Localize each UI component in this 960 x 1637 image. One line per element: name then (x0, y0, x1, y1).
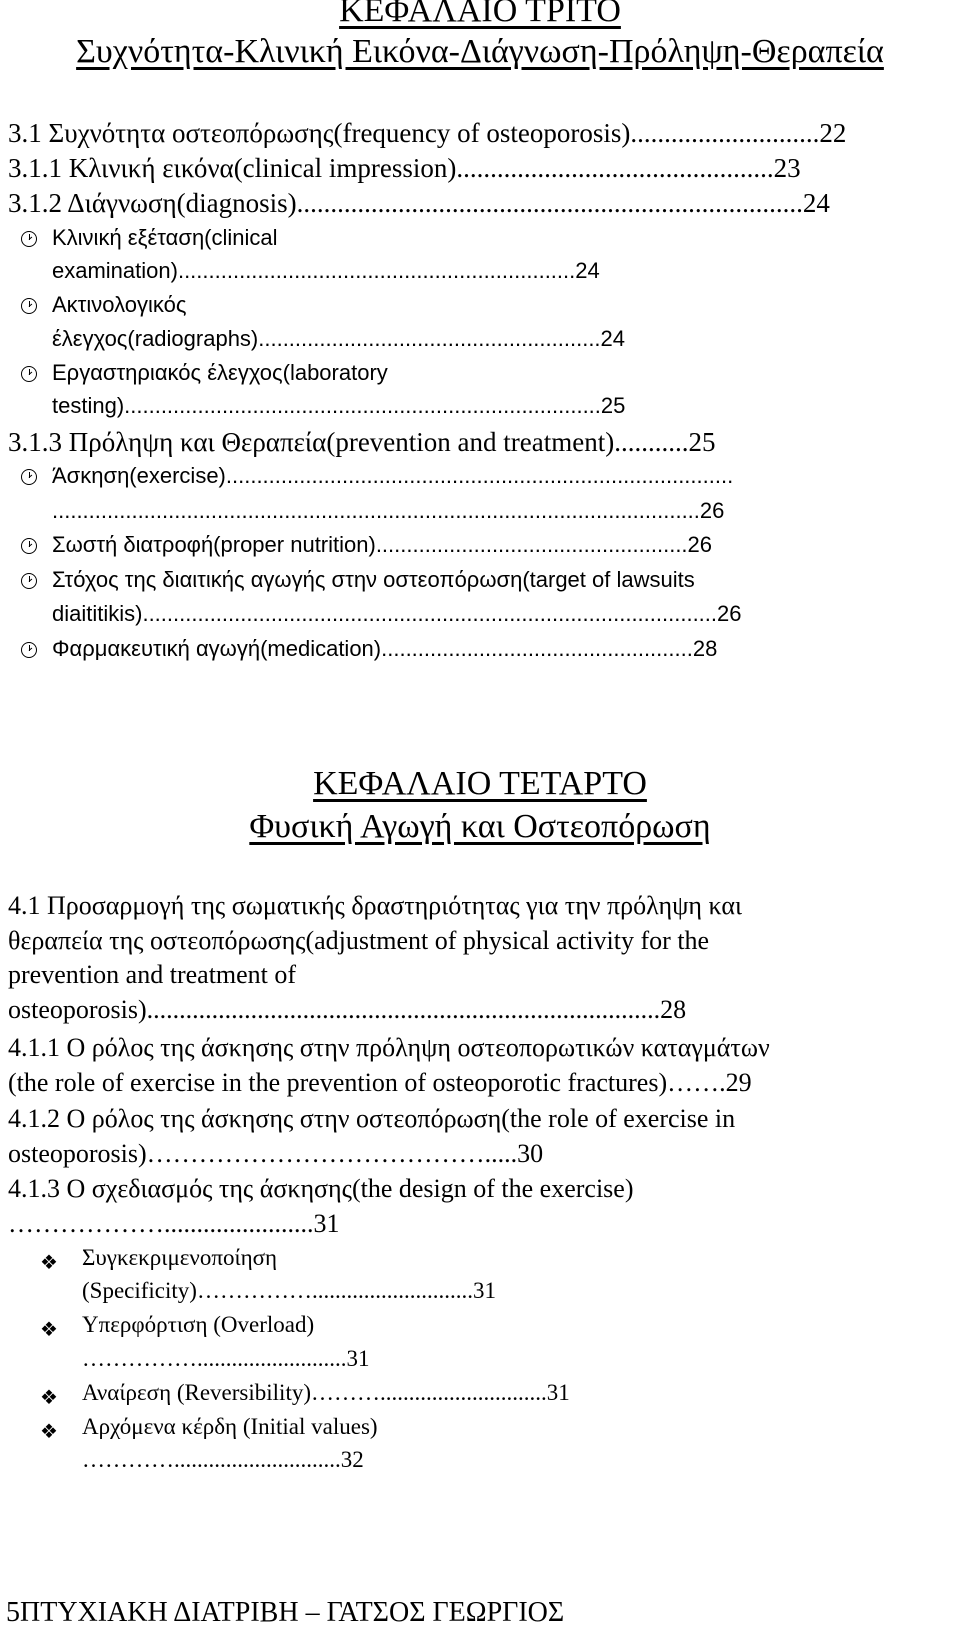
toc-entry: Στόχος της διαιτικής αγωγής στην οστεοπόρωση(target of lawsuits (52, 567, 695, 592)
toc-entry: prevention and treatment of (8, 960, 297, 989)
toc-entry: έλεγχος(radiographs)........................................................24 (52, 326, 626, 351)
chapter4-subtitle: Φυσική Αγωγή και Οστεοπόρωση (249, 808, 711, 845)
chapter4-title: ΚΕΦΑΛΑΙΟ ΤΕΤΑΡΤΟ (313, 765, 647, 802)
toc-entry: Αναίρεση (Reversibility)……….............................31 (82, 1380, 570, 1405)
toc-entry: Κλινική εξέταση(clinical (52, 225, 278, 250)
toc-entry: osteoporosis)………………………………….....30 (8, 1139, 544, 1168)
toc-entry: θεραπεία της οστεοπόρωσης(adjustment of physical activity for the (8, 926, 710, 955)
toc-entry: examination).................................................................24 (52, 258, 600, 283)
toc-entry: 3.1 Συχνότητα οστεοπόρωσης(frequency of osteoporosis)............................22 (8, 118, 847, 148)
toc-entry: 4.1.3 Ο σχεδιασμός της άσκησης(the design of the exercise) (8, 1174, 634, 1203)
toc-entry: (Specificity)……………............................31 (82, 1278, 496, 1303)
clock-bullet-icon (21, 231, 37, 247)
toc-entry: ……………..........................31 (82, 1346, 370, 1371)
clock-bullet-icon (21, 538, 37, 554)
toc-entry: ……………….......................31 (8, 1209, 340, 1238)
toc-entry: Αρχόμενα κέρδη (Initial values) (82, 1414, 378, 1439)
toc-entry: Υπερφόρτιση (Overload) (82, 1312, 315, 1337)
toc-entry: 4.1.1 Ο ρόλος της άσκησης στην πρόληψη οστεοπορωτικών καταγμάτων (8, 1033, 770, 1062)
toc-entry: 3.1.3 Πρόληψη και Θεραπεία(prevention and treatment)...........25 (8, 427, 716, 457)
clock-bullet-icon (21, 298, 37, 314)
chapter3-subtitle: Συχνότητα-Κλινική Εικόνα-Διάγνωση-Πρόληψη-Θεραπεία (76, 33, 884, 70)
clock-bullet-icon (21, 642, 37, 658)
toc-entry: Εργαστηριακός έλεγχος(laboratory (52, 360, 388, 385)
diamond-bullet-icon: ❖ (40, 1419, 58, 1443)
diamond-bullet-icon: ❖ (40, 1385, 58, 1409)
toc-entry: Συγκεκριμενοποίηση (82, 1245, 278, 1270)
page-number: 5 (6, 1597, 20, 1628)
toc-entry: osteoporosis)...............................................................................28 (8, 995, 687, 1024)
toc-entry: 3.1.1 Κλινική εικόνα(clinical impression)...............................................23 (8, 153, 801, 183)
toc-entry: Σωστή διατροφή(proper nutrition)...................................................26 (52, 532, 713, 557)
toc-entry: Άσκηση(exercise)................................................................................... (52, 463, 734, 488)
toc-entry: ………….............................32 (82, 1447, 364, 1472)
diamond-bullet-icon: ❖ (40, 1317, 58, 1341)
footer-text: ΠΤΥΧΙΑΚΗ ΔΙΑΤΡΙΒΗ – ΓΑΤΣΟΣ ΓΕΩΡΓΙΟΣ (20, 1597, 565, 1628)
toc-entry: 3.1.2 Διάγνωση(diagnosis)...........................................................................24 (8, 188, 830, 218)
diamond-bullet-icon: ❖ (40, 1250, 58, 1274)
toc-entry: (the role of exercise in the prevention of osteoporotic fractures)…….29 (8, 1068, 752, 1097)
toc-entry: ..........................................................................................................26 (52, 498, 725, 523)
toc-entry: 4.1 Προσαρμογή της σωματικής δραστηριότητας για την πρόληψη και (8, 891, 742, 920)
clock-bullet-icon (21, 366, 37, 382)
chapter3-title: ΚΕΦΑΛΑΙΟ ΤΡΙΤΟ (339, 0, 621, 29)
toc-entry: Φαρμακευτική αγωγή(medication)...................................................28 (52, 636, 718, 661)
clock-bullet-icon (21, 573, 37, 589)
clock-bullet-icon (21, 469, 37, 485)
toc-entry: Ακτινολογικός (52, 292, 187, 317)
toc-entry: testing)..............................................................................25 (52, 393, 626, 418)
toc-entry: 4.1.2 Ο ρόλος της άσκησης στην οστεοπόρωση(the role of exercise in (8, 1104, 736, 1133)
toc-entry: diaititikis)..............................................................................................26 (52, 601, 742, 626)
page-footer (6, 1593, 564, 1633)
